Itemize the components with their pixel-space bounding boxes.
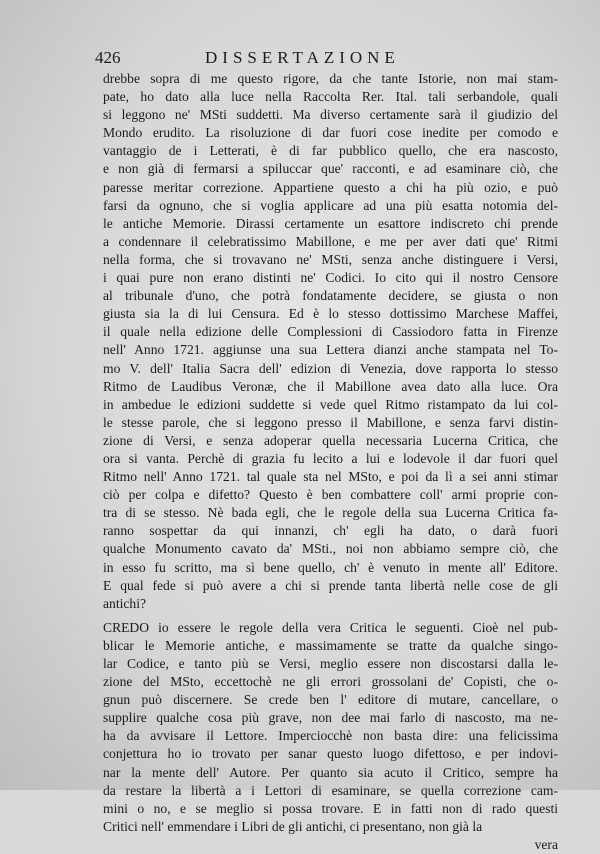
paragraph-2: [103, 619, 558, 836]
text-line: qualche Monumento cavato da' MSti., noi non abbiamo sempre ciò, che: [103, 541, 558, 557]
text-line: gnun può discernere. Se crede ben l' editore di mutare, cancellare, o: [103, 692, 558, 708]
text-line: giusta sia la di lui Censura. Ed è lo stesso dottissimo Marchese Maffei,: [103, 306, 558, 322]
text-line: mo V. dell' Italia Sacra dell' edizion di Venezia, dove rapporta lo stesso: [103, 360, 558, 376]
text-line: ha da avvisare il Lettore. Imperciocchè non basta dire: una felicissima: [103, 728, 558, 744]
text-line: drebbe sopra di me questo rigore, da che tante Istorie, non mai stam-: [103, 71, 558, 86]
text-line: e non già di fermarsi a spiluccar que' racconti, e ad esaminare ciò, che: [103, 161, 558, 177]
text-line: vantaggio de i Letterati, è di far pubblico quello, che era nascosto,: [103, 143, 558, 159]
running-title: DISSERTAZIONE: [205, 48, 400, 67]
text-line: le stesse parole, che si leggono presso il Mabillone, e senza farvi distin-: [103, 414, 558, 430]
text-line: Ritmo de Laudibus Veronæ, che il Mabillone avea dato alla luce. Ora: [103, 378, 558, 394]
catchword: vera: [534, 836, 558, 852]
text-line: il quale nella edizione delle Complessioni di Cassiodoro fatta in Firenze: [103, 324, 558, 340]
text-line: CREDO io essere le regole della vera Critica le seguenti. Cioè nel pub-: [103, 619, 558, 635]
text-line: pate, ho dato alla luce nella Raccolta Rer. Ital. tali serbandole, quali: [103, 89, 558, 105]
text-line: Critici nell' emmendare i Libri de gli antichi, ci presentano, non già la: [103, 818, 483, 834]
text-line: zione del MSto, eccettochè ne gli errori grossolani de' Copisti, che o-: [103, 674, 558, 690]
text-line: ora si vanta. Perchè di grazia fu lecito a lui e lodevole il dar fuori quel: [103, 450, 558, 466]
text-line: si leggono ne' MSti suddetti. Ma diverso certamente sarà il giudizio del: [103, 107, 558, 123]
text-line: da restare la libertà a i Lettori di esaminare, se quella correzione cam-: [103, 782, 558, 798]
page-number: 426: [95, 48, 121, 67]
text-line: in esso fu scritto, ma sì bene quello, ch' è venuto in mente all' Editore.: [103, 559, 558, 575]
text-line: ranno sospettar da qui innanzi, ch' egli ha dato, o darà fuori: [103, 523, 558, 539]
text-line: antichi?: [103, 595, 147, 611]
text-line: Mondo erudito. La risoluzione di dar fuori cose inedite per comodo e: [103, 125, 558, 141]
body-text: [103, 70, 558, 854]
text-line: tra di se stesso. Nè bada egli, che le regole della sua Lucerna Critica fa-: [103, 505, 558, 521]
text-line: le antiche Memorie. Dirassi certamente un esattore indiscreto chi prende: [103, 215, 558, 231]
text-line: mini o no, e se meglio si possa trovare. E in fatti non di rado questi: [103, 800, 558, 816]
page-header: [95, 48, 565, 72]
text-line: a condennare il celebratissimo Mabillone, e me per aver dati que' Ritmi: [103, 233, 558, 249]
text-line: zione di Versi, e senza adoperar quella necessaria Lucerna Critica, che: [103, 432, 558, 448]
text-line: in ambedue le edizioni suddette si vede quel Ritmo ristampato da lui col-: [103, 396, 558, 412]
text-line: al tribunale d'uno, che potrà fondatamente decidere, se giusta o non: [103, 288, 558, 304]
text-line: farsi da ognuno, che si voglia applicare ad una più esatta notomia del-: [103, 197, 558, 213]
text-line: nell' Anno 1721. aggiunse una sua Lettera dianzi anche stampata nel To-: [103, 342, 558, 358]
text-line: paresse meritar correzione. Appartiene questo a chi ha più ozio, e può: [103, 179, 558, 195]
text-line: ciò per colpa e difetto? Questo è ben combattere coll' armi proprie con-: [103, 487, 558, 503]
text-line: i quai pure non erano distinti ne' Codici. Io cito qui il nostro Censore: [103, 270, 558, 286]
text-line: nar la mente dell' Autore. Per quanto sia acuto il Critico, sempre ha: [103, 764, 558, 780]
text-line: nella forma, che si trovavano ne' MSti, senza anche distinguere i Versi,: [103, 251, 558, 267]
text-line: conjettura ho io trovato per sanar questo luogo difettoso, e per indovi-: [103, 746, 558, 762]
paragraph-1: [103, 70, 558, 613]
text-line: blicar le Memorie antiche, e massimamente se tratte da qualche singo-: [103, 637, 558, 653]
text-line: supplire qualche cosa più grave, non dee mai farlo di nascosto, ma ne-: [103, 710, 558, 726]
text-line: lar Codice, e tanto più se Versi, meglio essere non discostarsi dalla le-: [103, 656, 558, 671]
text-line: Ritmo nell' Anno 1721. tal quale sta nel MSto, e poi da lì a sei anni stimar: [103, 469, 558, 485]
text-line: E qual fede si può avere a chi si prende tanta libertà nelle cose de gli: [103, 577, 558, 593]
